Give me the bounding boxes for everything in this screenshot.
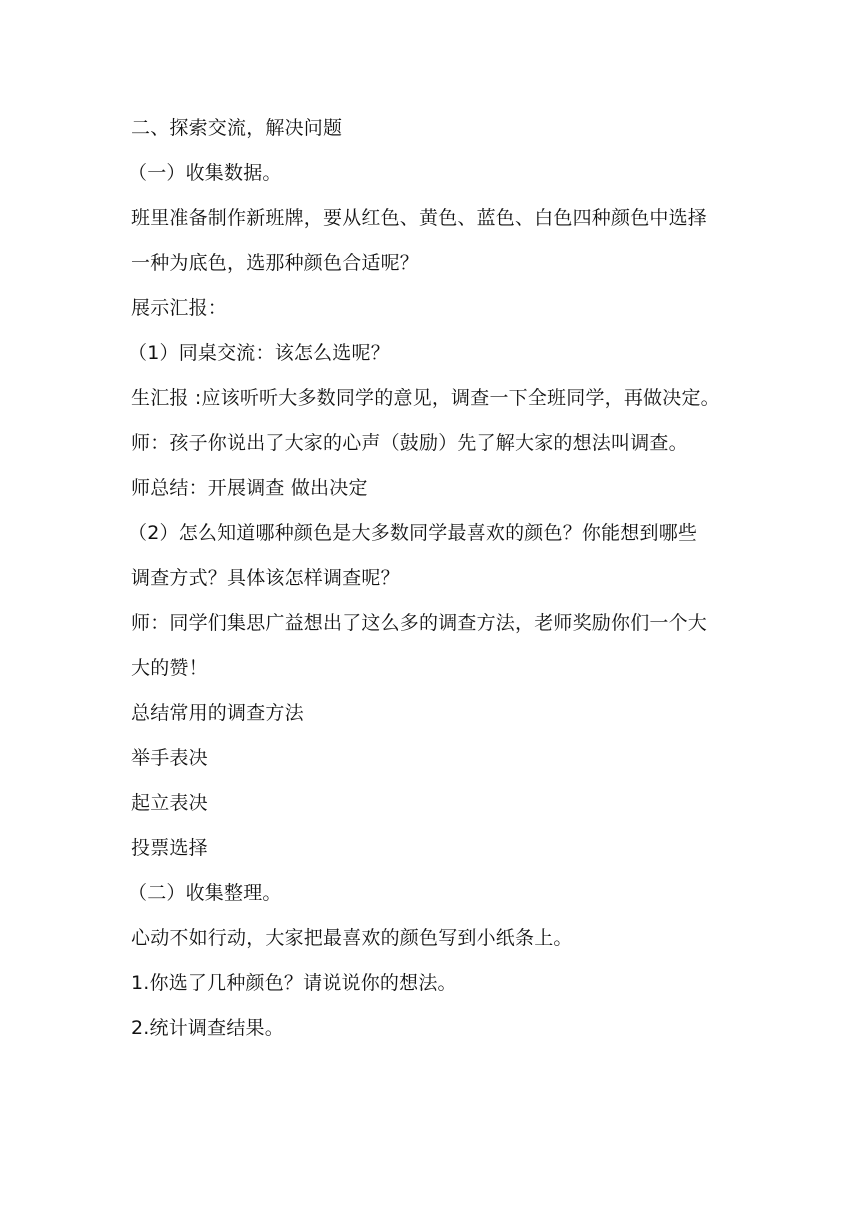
paragraph-line: 展示汇报：	[131, 297, 228, 319]
subsection-heading: （二）收集整理。	[128, 882, 282, 904]
paragraph-line: 调查方式？具体该怎样调查呢？	[131, 567, 400, 589]
list-item: 举手表决	[131, 747, 208, 769]
paragraph-line: 总结常用的调查方法	[131, 702, 304, 724]
paragraph-line: 师总结：开展调查 做出决定	[131, 477, 368, 499]
paragraph-line: 心动不如行动，大家把最喜欢的颜色写到小纸条上。	[131, 927, 573, 949]
numbered-item: 2.统计调查结果。	[131, 1017, 284, 1039]
paragraph-line: 师：同学们集思广益想出了这么多的调查方法，老师奖励你们一个大	[131, 612, 708, 634]
paragraph-line: 班里准备制作新班牌，要从红色、黄色、蓝色、白色四种颜色中选择	[131, 207, 708, 229]
section-heading: 二、探索交流，解决问题	[131, 117, 343, 139]
paragraph-line: 师：孩子你说出了大家的心声（鼓励）先了解大家的想法叫调查。	[131, 432, 688, 454]
subsection-heading: （一）收集数据。	[128, 162, 282, 184]
paragraph-line: 生汇报 :应该听听大多数同学的意见，调查一下全班同学，再做决定。	[131, 387, 720, 409]
numbered-item: 1.你选了几种颜色？请说说你的想法。	[131, 972, 457, 994]
paragraph-line: （1）同桌交流：该怎么选呢？	[128, 342, 390, 364]
list-item: 投票选择	[131, 837, 208, 859]
list-item: 起立表决	[131, 792, 208, 814]
paragraph-line: （2）怎么知道哪种颜色是大多数同学最喜欢的颜色？你能想到哪些	[128, 522, 698, 544]
paragraph-line: 一种为底色，选那种颜色合适呢？	[131, 252, 420, 274]
paragraph-line: 大的赞！	[131, 657, 208, 679]
